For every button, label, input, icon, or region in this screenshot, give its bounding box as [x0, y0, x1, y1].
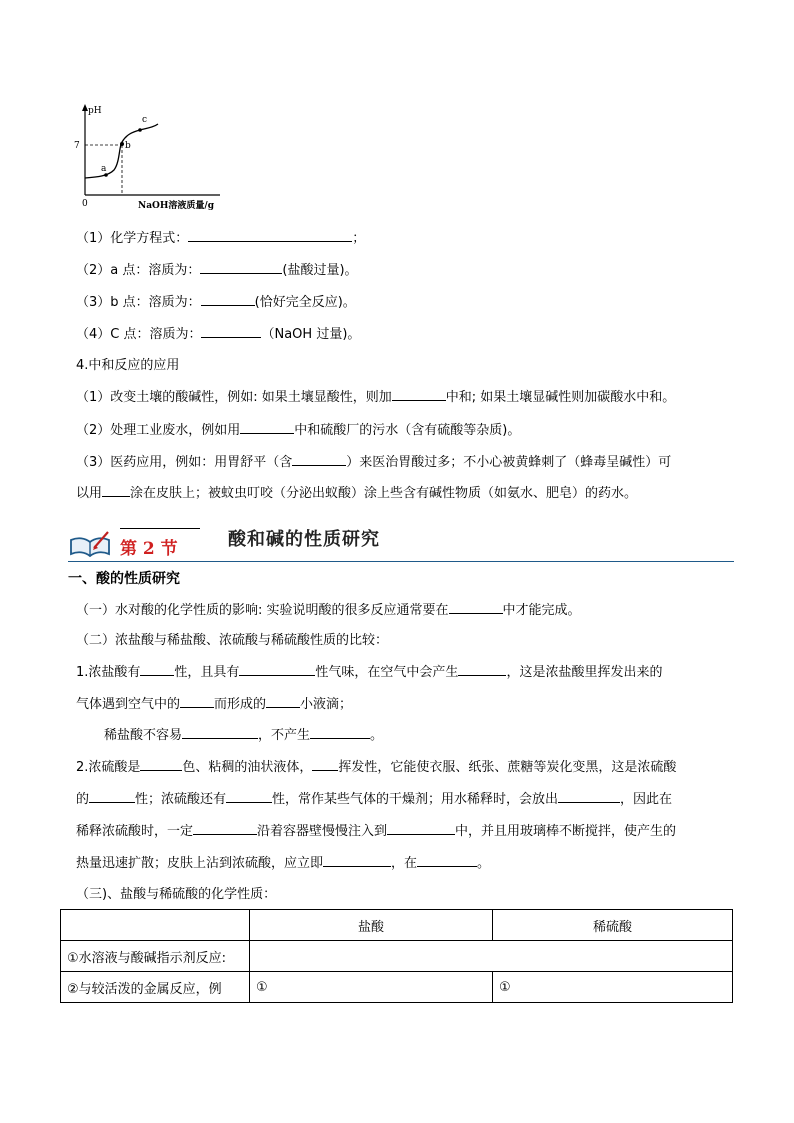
ph-titration-graph [70, 100, 240, 215]
point-a-label: a [101, 164, 107, 174]
table-cell: ①水溶液与酸碱指示剂反应: [61, 941, 250, 972]
blank[interactable] [458, 663, 506, 676]
blank[interactable] [323, 854, 391, 867]
blank[interactable] [201, 325, 261, 338]
table-header-row [61, 910, 733, 941]
paragraph-7: 的 性；浓硫酸还有 性，常作某些气体的干燥剂；用水稀释时，会放出 ，因此在 [76, 792, 673, 807]
table-header-cell: 盐酸 [250, 910, 493, 941]
table-row [61, 972, 733, 1003]
application-3-cont: 以用 涂在皮肤上；被蚊虫叮咬（分泌出蚁酸）涂上些含有碱性物质（如氨水、肥皂）的药水。 [76, 486, 638, 501]
blank[interactable] [182, 726, 258, 739]
point-b [120, 142, 124, 146]
x-axis-label: NaOH溶液质量/g [138, 201, 214, 211]
table-cell[interactable] [250, 941, 733, 972]
blank[interactable] [449, 601, 503, 614]
paragraph-2: （二）浓盐酸与稀盐酸、浓硫酸与稀硫酸性质的比较： [76, 633, 389, 648]
blank[interactable] [292, 453, 346, 466]
paragraph-1: （一）水对酸的化学性质的影响: 实验说明酸的很多反应通常要在 中才能完成。 [76, 603, 581, 618]
section-top-line [120, 528, 200, 529]
paragraph-9: 热量迅速扩散；皮肤上沾到浓硫酸，应立即 ，在 。 [76, 856, 491, 871]
section-title: 酸和碱的性质研究 [228, 529, 380, 550]
application-1: （1）改变土壤的酸碱性，例如: 如果土壤显酸性，则加 中和; 如果土壤显碱性则加碳酸水中和。 [76, 390, 676, 405]
point-c-label: c [142, 115, 148, 125]
blank[interactable] [239, 663, 315, 676]
application-2: （2）处理工业废水，例如用 中和硫酸厂的污水（含有硫酸等杂质)。 [76, 423, 521, 438]
question-3: （3）b 点：溶质为： (恰好完全反应)。 [76, 295, 356, 310]
paragraph-10: （三)、盐酸与稀硫酸的化学性质： [76, 887, 277, 902]
section-rule [68, 561, 734, 562]
question-1: （1）化学方程式： ； [76, 231, 366, 246]
paragraph-4: 气体遇到空气中的 而形成的 小液滴； [76, 697, 353, 712]
paragraph-6: 2.浓硫酸是 色、粘稠的油状液体， 挥发性，它能使衣服、纸张、蔗糖等炭化变黑，这是浓硫酸 [76, 760, 677, 775]
blank[interactable] [188, 229, 352, 242]
blank[interactable] [193, 822, 257, 835]
blank[interactable] [180, 695, 214, 708]
section-number: 第 2 节 [120, 539, 178, 559]
table-header-cell: 稀硫酸 [493, 910, 733, 941]
paragraph-3: 1.浓盐酸有 性，且具有 性气味，在空气中会产生 ，这是浓盐酸里挥发出来的 [76, 665, 663, 680]
blank[interactable] [226, 790, 272, 803]
section-header [68, 522, 734, 562]
book-pen-icon [68, 528, 114, 560]
acid-properties-table [60, 909, 733, 1003]
question-4: （4）C 点：溶质为： （NaOH 过量)。 [76, 327, 361, 342]
blank[interactable] [417, 854, 477, 867]
blank[interactable] [102, 484, 130, 497]
table-cell [61, 910, 250, 941]
blank[interactable] [89, 790, 135, 803]
blank[interactable] [200, 261, 282, 274]
blank[interactable] [387, 822, 455, 835]
blank[interactable] [140, 663, 174, 676]
paragraph-8: 稀释浓硫酸时，一定 沿着容器壁慢慢注入到 中，并且用玻璃棒不断搅拌，使产生的 [76, 824, 677, 839]
application-3: （3）医药应用，例如：用胃舒平（含 ）来医治胃酸过多；不小心被黄蜂刺了（蜂毒呈碱性）可 [76, 455, 672, 470]
blank[interactable] [312, 758, 338, 771]
table-cell[interactable]: ① [493, 972, 733, 1003]
blank[interactable] [266, 695, 300, 708]
blank[interactable] [558, 790, 620, 803]
y-tick-7: 7 [74, 141, 80, 151]
blank[interactable] [201, 293, 255, 306]
heading-4: 4.中和反应的应用 [76, 358, 180, 373]
question-2: （2）a 点：溶质为： (盐酸过量)。 [76, 263, 358, 278]
part-1-title: 一、酸的性质研究 [68, 571, 180, 587]
blank[interactable] [392, 388, 446, 401]
table-cell: ②与较活泼的金属反应，例 [61, 972, 250, 1003]
y-axis-label: pH [88, 106, 102, 116]
table-row [61, 941, 733, 972]
table-cell[interactable]: ① [250, 972, 493, 1003]
blank[interactable] [310, 726, 370, 739]
blank[interactable] [240, 421, 294, 434]
blank[interactable] [140, 758, 182, 771]
paragraph-5: 稀盐酸不容易 ，不产生 。 [104, 728, 384, 743]
origin-label: 0 [82, 199, 88, 209]
ph-curve [85, 124, 158, 178]
point-c [138, 128, 142, 132]
point-b-label: b [125, 141, 131, 151]
